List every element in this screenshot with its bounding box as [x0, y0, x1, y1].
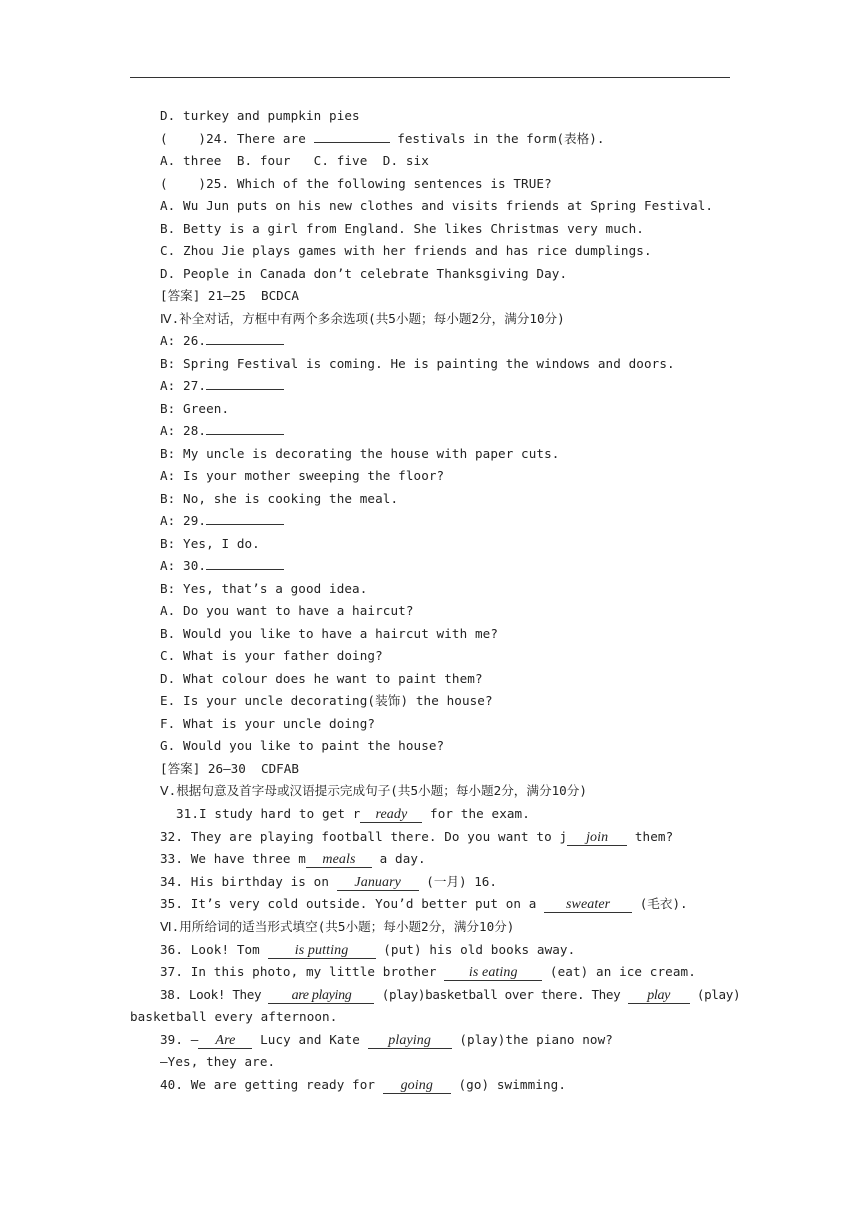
question-35: 35. It’s very cold outside. You’d better put on a sweater (毛衣).	[160, 896, 688, 912]
answer-blank[interactable]	[206, 513, 284, 525]
answer-fill: is putting	[268, 944, 376, 959]
dialogue-option-c: C. What is your father doing?	[160, 648, 383, 663]
answer-blank[interactable]	[206, 333, 284, 345]
question-37: 37. In this photo, my little brother is eating (eat) an ice cream.	[160, 964, 696, 980]
question-33: 33. We have three m meals a day.	[160, 851, 426, 867]
question-31: 31.I study hard to get r ready for the exam.	[176, 806, 530, 822]
dialogue-line-28: A: 28.	[160, 423, 284, 439]
answer-key-26-30: [答案] 26—30 CDFAB	[160, 761, 299, 776]
answer-fill: join	[567, 831, 627, 846]
dialogue-option-e: E. Is your uncle decorating(装饰) the house?	[160, 693, 493, 708]
answer-fill: is eating	[444, 966, 542, 981]
question-39: 39. — Are Lucy and Kate playing (play)the piano now?	[160, 1032, 613, 1048]
answer-fill: playing	[368, 1034, 452, 1049]
dialogue-line: B: No, she is cooking the meal.	[160, 491, 399, 506]
answer-fill: meals	[306, 853, 372, 868]
header-rule	[130, 77, 730, 78]
dialogue-line: A: Is your mother sweeping the floor?	[160, 468, 445, 483]
answer-fill: sweater	[544, 898, 632, 913]
answer-blank[interactable]	[206, 423, 284, 435]
dialogue-line: B: Green.	[160, 401, 230, 416]
question-40: 40. We are getting ready for going (go) swimming.	[160, 1077, 567, 1093]
question-34: 34. His birthday is on January (一月) 16.	[160, 874, 497, 890]
question-38-continuation: basketball every afternoon.	[130, 1009, 338, 1024]
dialogue-option-b: B. Would you like to have a haircut with me?	[160, 626, 499, 641]
q24-options: A. three B. four C. five D. six	[160, 153, 429, 168]
dialogue-option-a: A. Do you want to have a haircut?	[160, 603, 414, 618]
dialogue-option-f: F. What is your uncle doing?	[160, 716, 376, 731]
dialogue-line-29: A: 29.	[160, 513, 284, 529]
answer-fill: ready	[360, 808, 422, 823]
q25-option-d: D. People in Canada don’t celebrate Thanksgiving Day.	[160, 266, 568, 281]
answer-fill: are playing	[268, 989, 374, 1004]
question-32: 32. They are playing football there. Do you want to j join them?	[160, 829, 674, 845]
answer-blank[interactable]	[206, 558, 284, 570]
question-25: ( )25. Which of the following sentences is TRUE?	[160, 176, 552, 191]
answer-paren: ( )	[160, 131, 207, 146]
dialogue-line-27: A: 27.	[160, 378, 284, 394]
dialogue-line: B: My uncle is decorating the house with paper cuts.	[160, 446, 560, 461]
q25-option-b: B. Betty is a girl from England. She likes Christmas very much.	[160, 221, 644, 236]
answer-fill: going	[383, 1079, 451, 1094]
section-4-title: Ⅳ.补全对话，方框中有两个多余选项(共5小题；每小题2分，满分10分)	[160, 311, 565, 326]
dialogue-line: B: Yes, that’s a good idea.	[160, 581, 368, 596]
q25-option-a: A. Wu Jun puts on his new clothes and visits friends at Spring Festival.	[160, 198, 714, 213]
dialogue-line: B: Spring Festival is coming. He is painting the windows and doors.	[160, 356, 675, 371]
section-6-title: Ⅵ.用所给词的适当形式填空(共5小题；每小题2分，满分10分)	[160, 919, 515, 934]
dialogue-line: B: Yes, I do.	[160, 536, 260, 551]
section-5-title: Ⅴ.根据句意及首字母或汉语提示完成句子(共5小题；每小题2分，满分10分)	[160, 783, 587, 798]
answer-fill: January	[337, 876, 419, 891]
dialogue-line-30: A: 30.	[160, 558, 284, 574]
answer-paren: ( )	[160, 176, 207, 191]
q23-option-d: D. turkey and pumpkin pies	[160, 108, 360, 123]
question-39-reply: —Yes, they are.	[160, 1054, 276, 1069]
answer-fill: play	[628, 989, 690, 1004]
dialogue-option-g: G. Would you like to paint the house?	[160, 738, 445, 753]
answer-key-21-25: [答案] 21—25 BCDCA	[160, 288, 299, 303]
dialogue-option-d: D. What colour does he want to paint them?	[160, 671, 483, 686]
question-36: 36. Look! Tom is putting (put) his old books away.	[160, 942, 576, 958]
question-38: 38. Look! They are playing (play)basketball over there. They play (play)	[160, 987, 741, 1003]
answer-blank[interactable]	[314, 131, 390, 143]
q25-option-c: C. Zhou Jie plays games with her friends and has rice dumplings.	[160, 243, 652, 258]
answer-blank[interactable]	[206, 378, 284, 390]
question-24: ( )24. There are festivals in the form(表格).	[160, 131, 605, 146]
answer-fill: Are	[198, 1034, 252, 1049]
dialogue-line-26: A: 26.	[160, 333, 284, 349]
